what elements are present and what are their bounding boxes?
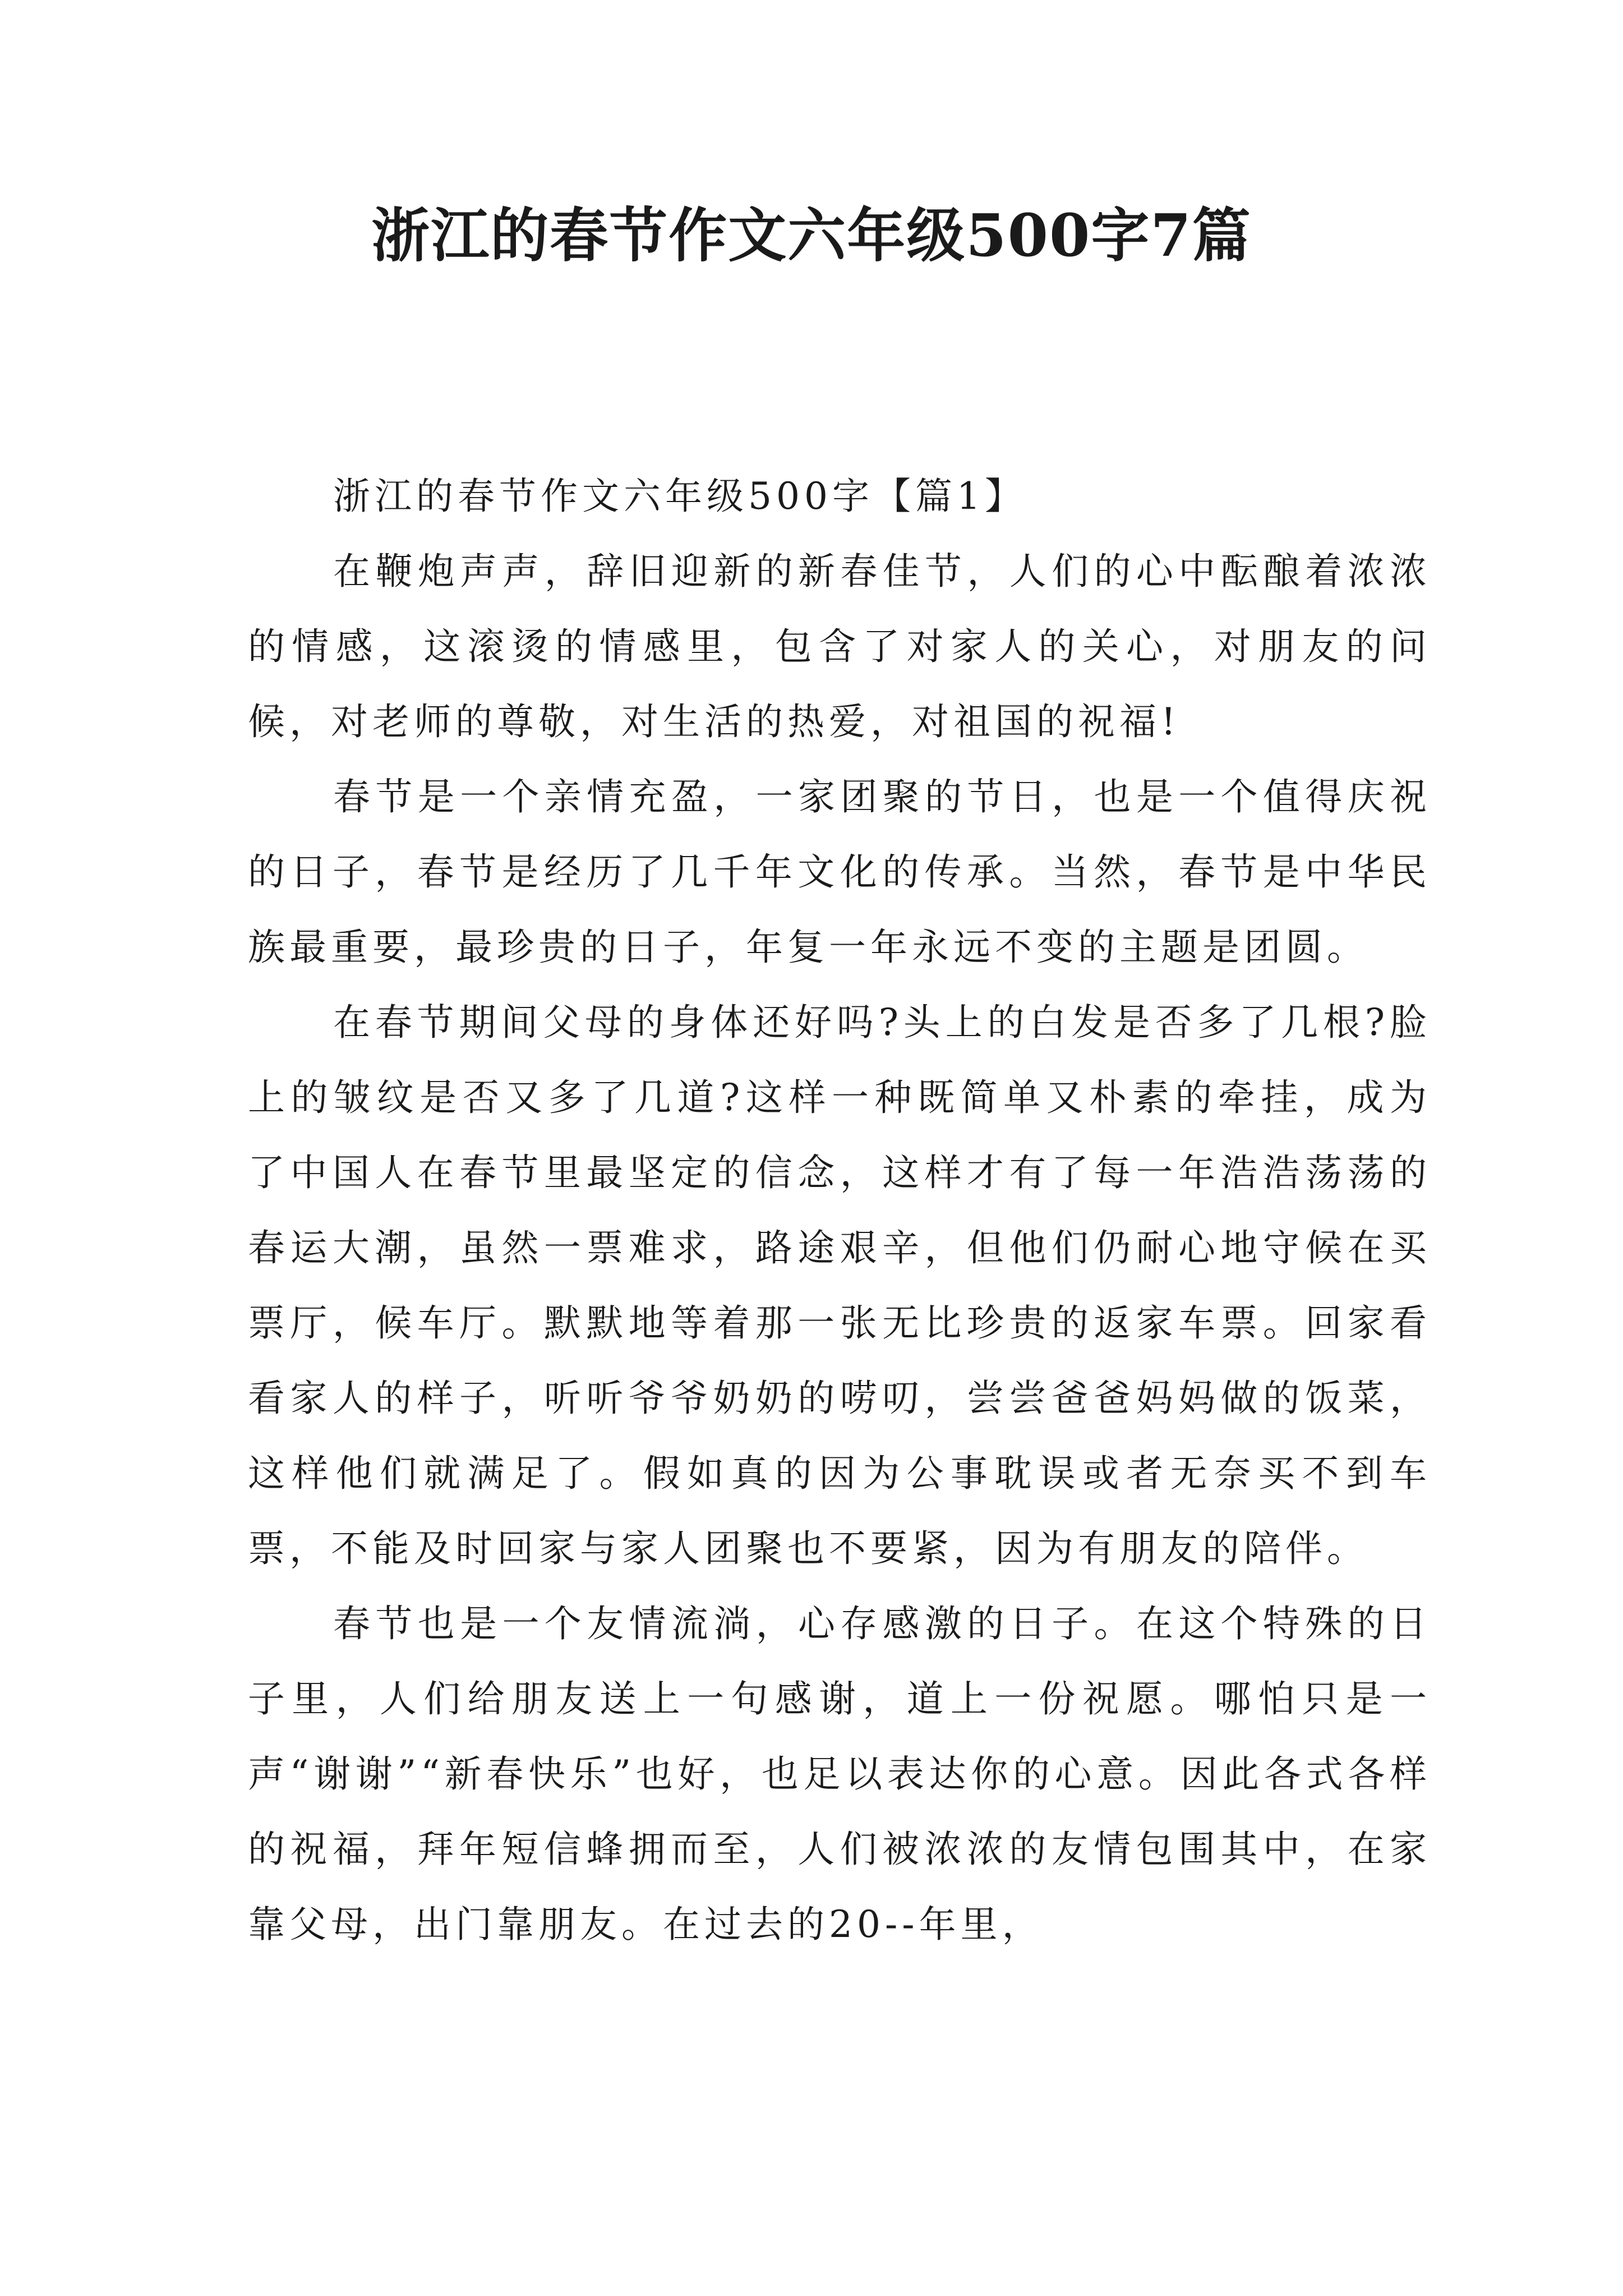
- paragraph-1: 在鞭炮声声，辞旧迎新的新春佳节，人们的心中酝酿着浓浓的情感，这滚烫的情感里，包含了对家人的关心，对朋友的问候，对老师的尊敬，对生活的热爱，对祖国的祝福!: [248, 550, 1431, 743]
- document-title: 浙江的春节作文六年级500字7篇: [371, 201, 1252, 270]
- paragraph-3: 在春节期间父母的身体还好吗?头上的白发是否多了几根?脸上的皱纹是否又多了几道?这样一种既简单又朴素的牵挂，成为了中国人在春节里最坚定的信念，这样才有了每一年浩浩荡荡的春运大潮，虽然一票难求，路途艰辛，但他们仍耐心地守候在买票厅，候车厅。默默地等着那一张无比珍贵的返家车票。回家看看家人的样子，听听爷爷奶奶的唠叨，尝尝爸爸妈妈做的饭菜，这样他们就满足了。假如真的因为公事耽误或者无奈买不到车票，不能及时回家与家人团聚也不要紧，因为有朋友的陪伴。: [248, 1001, 1431, 1570]
- document-body: [248, 459, 1431, 1962]
- section-heading: 浙江的春节作文六年级500字【篇1】: [333, 475, 1026, 518]
- paragraph-2: 春节是一个亲情充盈，一家团聚的节日，也是一个值得庆祝的日子，春节是经历了几千年文化的传承。当然，春节是中华民族最重要，最珍贵的日子，年复一年永远不变的主题是团圆。: [248, 775, 1431, 969]
- paragraph-4: 春节也是一个友情流淌，心存感激的日子。在这个特殊的日子里，人们给朋友送上一句感谢，道上一份祝愿。哪怕只是一声“谢谢”“新春快乐”也好，也足以表达你的心意。因此各式各样的祝福，拜年短信蜂拥而至，人们被浓浓的友情包围其中，在家靠父母，出门靠朋友。在过去的20--年里，: [248, 1602, 1431, 1946]
